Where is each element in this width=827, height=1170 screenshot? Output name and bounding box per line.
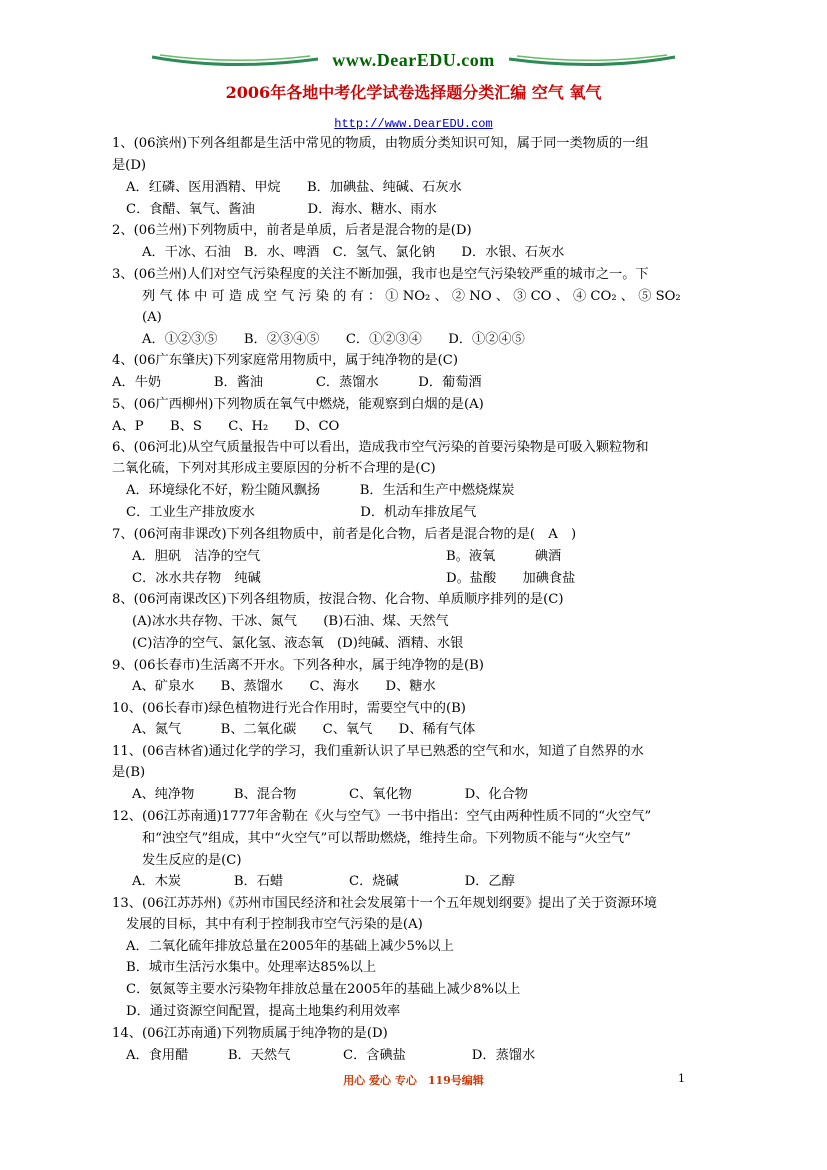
site-url-link[interactable]: http://www.DearEDU.com	[334, 117, 493, 131]
q4-stem: 4、(06广东肇庆)下列家庭常用物质中，属于纯净物的是(C)	[112, 353, 458, 368]
q12-options: A．木炭 B．石蜡 C．烧碱 D．乙醇	[132, 874, 515, 889]
q6-options-ab: A．环境绿化不好，粉尘随风飘扬 B．生活和生产中燃烧煤炭	[126, 483, 515, 498]
page-footer: 用心 爱心 专心 119号编辑	[343, 1074, 484, 1087]
q13-option-b: B．城市生活污水集中。处理率达85%以上	[126, 960, 377, 975]
q13-stem: 13、(06江苏苏州)《苏州市国民经济和社会发展第十一个五年规划纲要》提出了关于资源环境	[112, 896, 657, 911]
q12-stem: 12、(06江苏南通)1777年舍勒在《火与空气》一书中指出：空气由两种性质不同的“火空气”	[112, 809, 652, 824]
document-title: 2006年各地中考化学试卷选择题分类汇编 空气 氧气	[225, 83, 602, 102]
q13-option-d: D．通过资源空间配置，提高土地集约利用效率	[126, 1004, 401, 1019]
q11-options: A、纯净物 B、混合物 C、氧化物 D、化合物	[132, 787, 528, 802]
q5-stem: 5、(06广西柳州)下列物质在氧气中燃烧，能观察到白烟的是(A)	[112, 397, 484, 412]
q8-stem: 8、(06河南课改区)下列各组物质，按混合物、化合物、单质顺序排列的是(C)	[112, 592, 564, 607]
q1-options-cd: C．食醋、氧气、酱油 D．海水、糖水、雨水	[126, 202, 437, 217]
q7-stem: 7、(06河南非课改)下列各组物质中，前者是化合物，后者是混合物的是( A )	[112, 527, 577, 542]
q13-stem-cont: 发展的目标，其中有利于控制我市空气污染的是(A)	[126, 917, 423, 932]
q13-option-a: A．二氧化硫年排放总量在2005年的基础上减少5%以上	[126, 939, 454, 954]
q3-options: A．①②③⑤ B．②③④⑤ C．①②③④ D．①②④⑤	[142, 332, 525, 347]
q8-options-cd: (C)洁净的空气、氯化氢、液态氧 (D)纯碱、酒精、水银	[132, 636, 464, 651]
q4-options: A．牛奶 B．酱油 C．蒸馏水 D．葡萄酒	[112, 375, 482, 390]
q6-stem-cont: 二氧化硫，下列对其形成主要原因的分析不合理的是(C)	[112, 461, 436, 476]
q9-stem: 9、(06长春市)生活离不开水。下列各种水，属于纯净物的是(B)	[112, 658, 484, 673]
q7-option-b: B。液氧 碘酒	[446, 549, 562, 564]
q2-stem: 2、(06兰州)下列物质中，前者是单质，后者是混合物的是(D)	[112, 223, 472, 238]
q10-stem: 10、(06长春市)绿色植物进行光合作用时，需要空气中的(B)	[112, 701, 466, 716]
q2-options: A．干冰、石油 B．水、啤酒 C．氢气、氯化钠 D．水银、石灰水	[142, 245, 565, 260]
q1-stem: 1、(06滨州)下列各组都是生活中常见的物质，由物质分类知识可知，属于同一类物质的一组	[112, 136, 649, 151]
q7-option-c: C．冰水共存物 纯碱	[132, 571, 261, 586]
q10-options: A、氮气 B、二氧化碳 C、氧气 D、稀有气体	[132, 722, 476, 737]
q8-options-ab: (A)冰水共存物、干冰、氮气 (B)石油、煤、天然气	[132, 614, 449, 629]
q6-options-cd: C．工业生产排放废水 D．机动车排放尾气	[126, 505, 477, 520]
q14-options: A．食用醋 B．天然气 C．含碘盐 D．蒸馏水	[126, 1048, 536, 1063]
page-number: 1	[678, 1072, 685, 1085]
q7-option-a: A．胆矾 洁净的空气	[132, 549, 261, 564]
q3-stem: 3、(06兰州)人们对空气污染程度的关注不断加强，我市也是空气污染较严重的城市之一。下	[112, 267, 649, 282]
q3-answer: (A)	[142, 310, 162, 325]
q13-option-c: C．氨氮等主要水污染物年排放总量在2005年的基础上减少8%以上	[126, 982, 521, 997]
q14-stem: 14、(06江苏南通)下列物质属于纯净物的是(D)	[112, 1026, 388, 1041]
q1-options-ab: A．红磷、医用酒精、甲烷 B．加碘盐、纯碱、石灰水	[126, 180, 462, 195]
q3-stem-cont: 列 气 体 中 可 造 成 空 气 污 染 的 有 ： ① NO₂ 、 ② NO 、 ③ CO 、 ④ CO₂ 、 ⑤ SO₂	[142, 289, 681, 304]
q11-stem: 11、(06吉林省)通过化学的学习，我们重新认识了早已熟悉的空气和水，知道了自然界的水	[112, 744, 644, 759]
q6-stem: 6、(06河北)从空气质量报告中可以看出，造成我市空气污染的首要污染物是可吸入颗粒物和	[112, 440, 649, 455]
q9-options: A、矿泉水 B、蒸馏水 C、海水 D、糖水	[132, 679, 436, 694]
q7-option-d: D。盐酸 加碘食盐	[446, 571, 576, 586]
q12-stem-cont2: 发生反应的是(C)	[142, 853, 242, 868]
q11-stem-cont: 是(B)	[112, 765, 146, 780]
q1-stem-cont: 是(D)	[112, 158, 147, 173]
site-logo-text: www.DearEDU.com	[332, 50, 495, 70]
q5-options: A、P B、S C、H₂ D、CO	[112, 419, 340, 434]
q12-stem-cont: 和“浊空气”组成，其中“火空气”可以帮助燃烧，维持生命。下列物质不能与“火空气”	[142, 831, 631, 846]
